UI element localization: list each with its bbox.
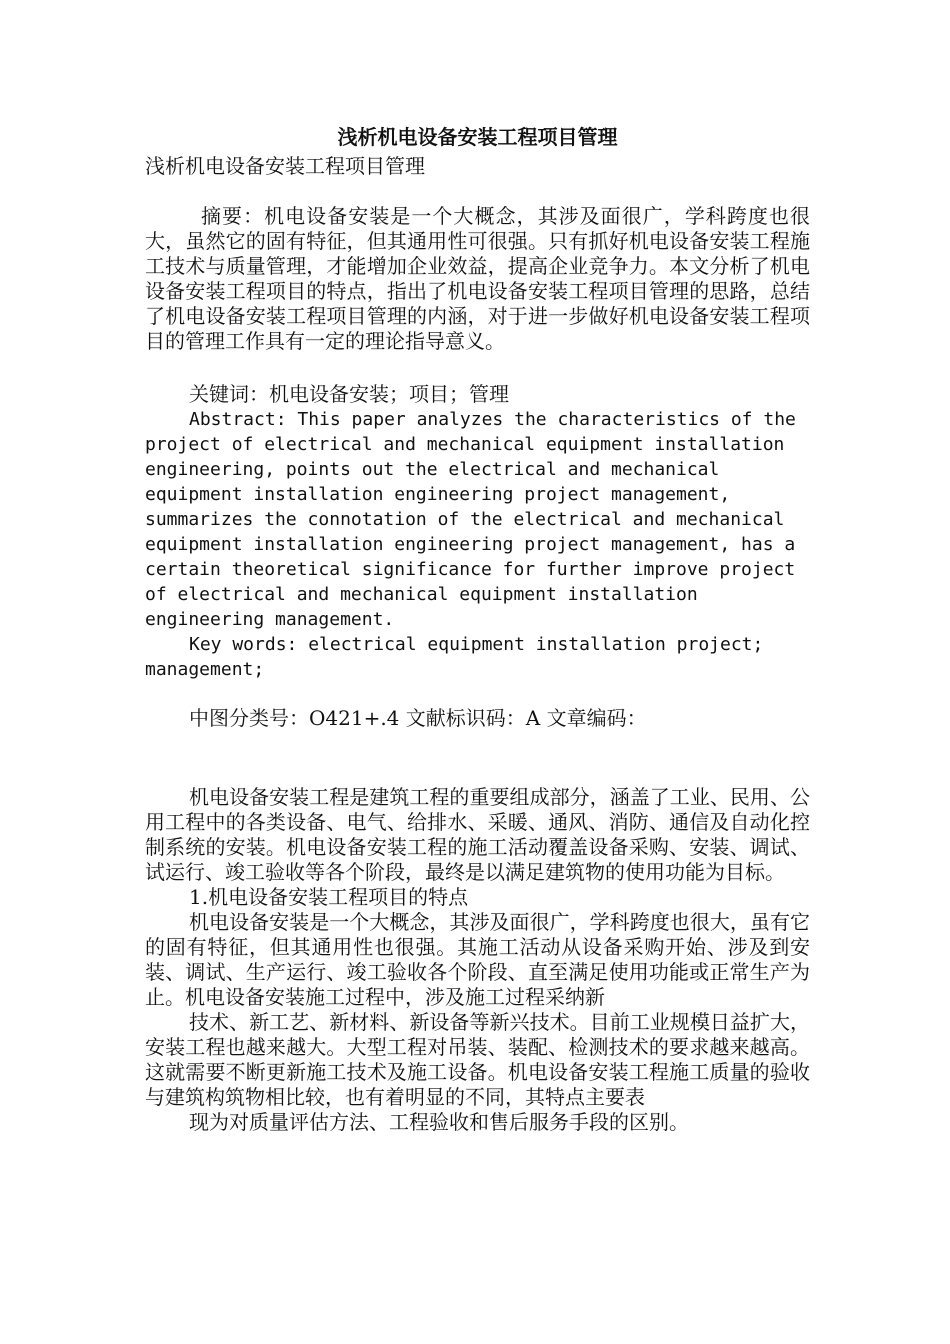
spacer xyxy=(145,731,810,785)
document-subtitle: 浅析机电设备安装工程项目管理 xyxy=(145,154,425,178)
abstract-chinese: 摘要：机电设备安装是一个大概念，其涉及面很广，学科跨度也很大，虽然它的固有特征，但其通用性可很强。只有抓好机电设备安装工程施工技术与质量管理，才能增加企业效益，提高企业竞争力。本文分析了机电设备安装工程项目的特点，指出了机电设备安装工程项目管理的思路，总结了机电设备安装工程项目管理的内涵，对于进一步做好机电设备安装工程项目的管理工作具有一定的理论指导意义。 xyxy=(145,204,810,353)
spacer xyxy=(145,180,810,204)
document-body xyxy=(145,122,810,1135)
section-paragraph-3: 现为对质量评估方法、工程验收和售后服务手段的区别。 xyxy=(189,1110,689,1134)
section-paragraph-2: 技术、新工艺、新材料、新设备等新兴技术。目前工业规模日益扩大，安装工程也越来越大。大型工程对吊装、装配、检测技术的要求越来越高。这就需要不断更新施工技术及施工设备。机电设备安装工程施工质量的验收与建筑构筑物相比较，也有着明显的不同，其特点主要表 xyxy=(145,1010,810,1109)
section-heading: 1.机电设备安装工程项目的特点 xyxy=(189,885,469,909)
spacer xyxy=(145,354,810,382)
section-paragraph-1: 机电设备安装是一个大概念，其涉及面很广，学科跨度也很大，虽有它的固有特征，但其通用性也很强。其施工活动从设备采购开始、涉及到安装、调试、生产运行、竣工验收各个阶段、直至满足使用功能或正常生产为止。机电设备安装施工过程中，涉及施工过程采纳新 xyxy=(145,910,810,1009)
document-title: 浅析机电设备安装工程项目管理 xyxy=(337,125,618,149)
keywords-english: Key words: electrical equipment installation project; management; xyxy=(145,634,764,680)
spacer xyxy=(145,682,810,706)
keywords-chinese: 关键词：机电设备安装；项目；管理 xyxy=(189,382,509,406)
classification-line: 中图分类号：O421+.4 文献标识码：A 文章编码： xyxy=(189,706,647,730)
abstract-english: Abstract: This paper analyzes the characteristics of the project of electrical and mechanical equipment installation engineering, points out the electrical and mechanical equipment installation engineering project management, summarizes the connotation of the electrical and mechanical equipment installation engineering project management, has a certain theoretical significance for further improve project of electrical and mechanical equipment installation engineering management. xyxy=(145,409,796,630)
intro-paragraph: 机电设备安装工程是建筑工程的重要组成部分，涵盖了工业、民用、公用工程中的各类设备、电气、给排水、采暖、通风、消防、通信及自动化控制系统的安装。机电设备安装工程的施工活动覆盖设备采购、安装、调试、试运行、竣工验收等各个阶段，最终是以满足建筑物的使用功能为目标。 xyxy=(145,785,810,884)
